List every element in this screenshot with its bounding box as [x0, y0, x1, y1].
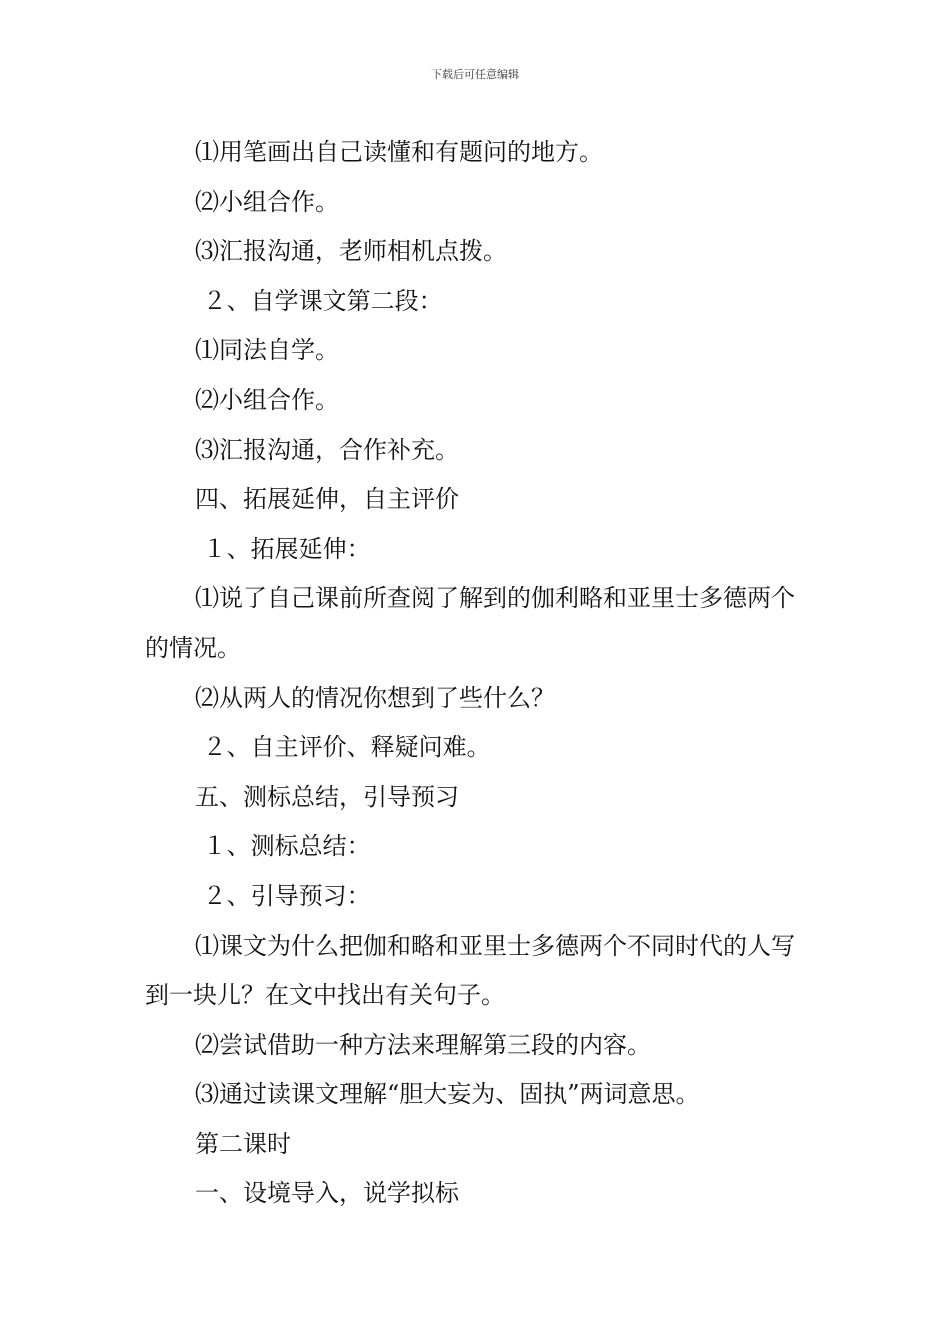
- text-line: ２、自学课文第二段：: [195, 286, 443, 315]
- text-line: ⑵小组合作。: [195, 385, 339, 414]
- text-line: １、拓展延伸：: [195, 534, 371, 563]
- text-line: ２、引导预习：: [195, 881, 371, 910]
- section-heading: 五、测标总结，引导预习: [195, 782, 459, 811]
- text-line: ⑶汇报沟通，合作补充。: [195, 435, 459, 464]
- section-heading: 四、拓展延伸，自主评价: [195, 485, 459, 514]
- text-line: ２、自主评价、释疑问难。: [195, 733, 491, 762]
- text-line: １、测标总结：: [195, 832, 371, 861]
- lesson-heading: 第二课时: [195, 1129, 291, 1158]
- text-paragraph: ⑴说了自己课前所查阅了解到的伽利略和亚里士多德两个的情况。: [145, 584, 795, 662]
- text-paragraph: ⑴课文为什么把伽和略和亚里士多德两个不同时代的人写到一块儿？在文中找出有关句子。: [145, 931, 795, 1010]
- text-line: ⑶汇报沟通，老师相机点拨。: [195, 237, 507, 266]
- text-line: ⑵尝试借助一种方法来理解第三段的内容。: [195, 1030, 651, 1059]
- page-header: 下载后可任意编辑: [431, 68, 519, 81]
- text-line: ⑵小组合作。: [195, 187, 339, 216]
- text-line: ⑶通过读课文理解“胆大妄为、固执”两词意思。: [195, 1080, 700, 1109]
- text-line: ⑴用笔画出自己读懂和有题问的地方。: [195, 138, 603, 166]
- document-body: [145, 128, 813, 1219]
- text-line: ⑴同法自学。: [195, 336, 339, 365]
- section-heading: 一、设境导入，说学拟标: [195, 1179, 459, 1208]
- text-line: ⑵从两人的情况你想到了些什么？: [195, 683, 555, 712]
